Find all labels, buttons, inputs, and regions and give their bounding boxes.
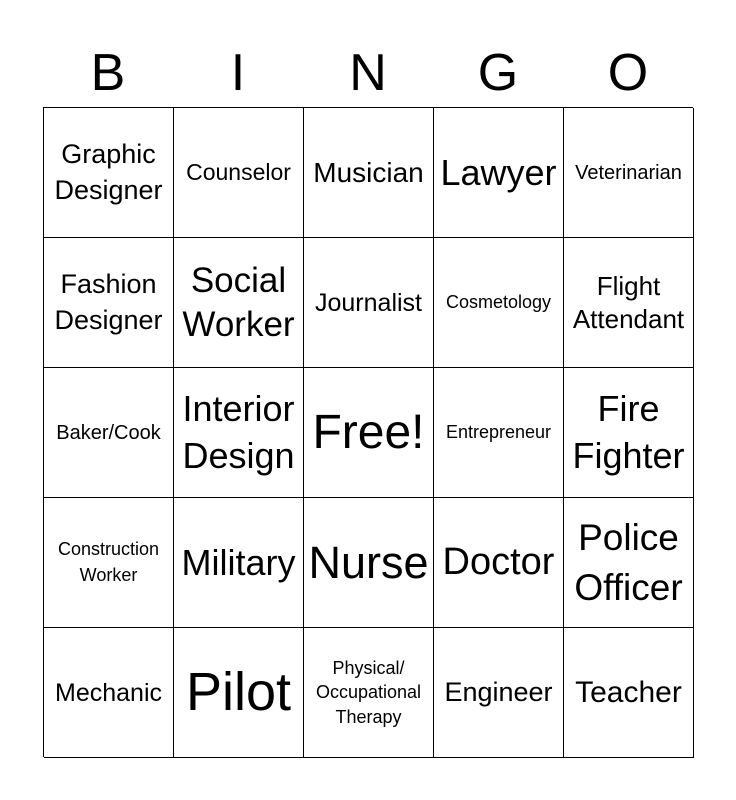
bingo-cell[interactable]	[174, 498, 304, 628]
bingo-cell[interactable]	[174, 628, 304, 758]
bingo-cell-label: Veterinarian	[575, 161, 682, 184]
bingo-cell-label: Nurse	[308, 536, 429, 588]
bingo-cell-label: Cosmetology	[445, 291, 552, 312]
bingo-cell[interactable]	[434, 238, 564, 368]
bingo-cell[interactable]	[434, 498, 564, 628]
bingo-cell-label: Flight Attendant	[572, 271, 685, 334]
bingo-cell-label: Military	[181, 541, 296, 583]
bingo-cell[interactable]	[564, 498, 694, 628]
bingo-cell-label: Free!	[312, 405, 425, 459]
bingo-cell[interactable]	[44, 368, 174, 498]
bingo-cell-label: Fashion Designer	[54, 269, 163, 335]
bingo-cell[interactable]	[44, 238, 174, 368]
bingo-cell[interactable]	[564, 628, 694, 758]
bingo-cell[interactable]	[174, 368, 304, 498]
bingo-cell-label: Entrepreneur	[445, 421, 552, 442]
bingo-cell[interactable]	[304, 238, 434, 368]
bingo-cell-label: Social Worker	[182, 260, 295, 344]
bingo-header	[43, 40, 693, 106]
bingo-cell[interactable]	[564, 108, 694, 238]
header-letter-o: O	[607, 44, 649, 102]
bingo-cell[interactable]	[304, 628, 434, 758]
bingo-cell[interactable]	[564, 238, 694, 368]
header-letter-b: B	[90, 44, 126, 102]
bingo-board	[43, 107, 693, 757]
bingo-cell-label: Interior Design	[182, 387, 295, 476]
bingo-cell-label: Journalist	[315, 288, 422, 317]
bingo-cell[interactable]	[434, 628, 564, 758]
bingo-cell-label: Lawyer	[440, 151, 557, 193]
bingo-cell-label: Doctor	[442, 540, 555, 583]
bingo-cell[interactable]	[44, 108, 174, 238]
bingo-cell-label: Police Officer	[574, 516, 683, 608]
bingo-cell-label: Pilot	[185, 662, 292, 723]
bingo-cell[interactable]	[304, 108, 434, 238]
bingo-cell-label: Engineer	[444, 677, 553, 708]
bingo-cell[interactable]	[434, 108, 564, 238]
bingo-cell[interactable]	[44, 628, 174, 758]
bingo-cell[interactable]	[434, 368, 564, 498]
bingo-cell[interactable]	[304, 368, 434, 498]
bingo-cell[interactable]	[564, 368, 694, 498]
bingo-cell-label: Fire Fighter	[572, 387, 685, 476]
bingo-cell-label: Baker/Cook	[56, 421, 161, 444]
bingo-cell-label: Physical/ Occupational Therapy	[315, 658, 422, 727]
bingo-cell-label: Counselor	[186, 158, 291, 185]
bingo-cell-label: Mechanic	[55, 678, 162, 707]
header-letter-i: I	[230, 44, 246, 102]
header-letter-g: G	[477, 44, 519, 102]
bingo-cell[interactable]	[174, 108, 304, 238]
header-letter-n: N	[349, 44, 387, 102]
bingo-cell-label: Teacher	[575, 675, 682, 709]
bingo-cell-label: Construction Worker	[57, 539, 160, 585]
bingo-cell[interactable]	[174, 238, 304, 368]
bingo-cell-label: Graphic Designer	[54, 139, 163, 205]
bingo-cell[interactable]	[44, 498, 174, 628]
bingo-cell[interactable]	[304, 498, 434, 628]
bingo-cell-label: Musician	[313, 156, 424, 188]
